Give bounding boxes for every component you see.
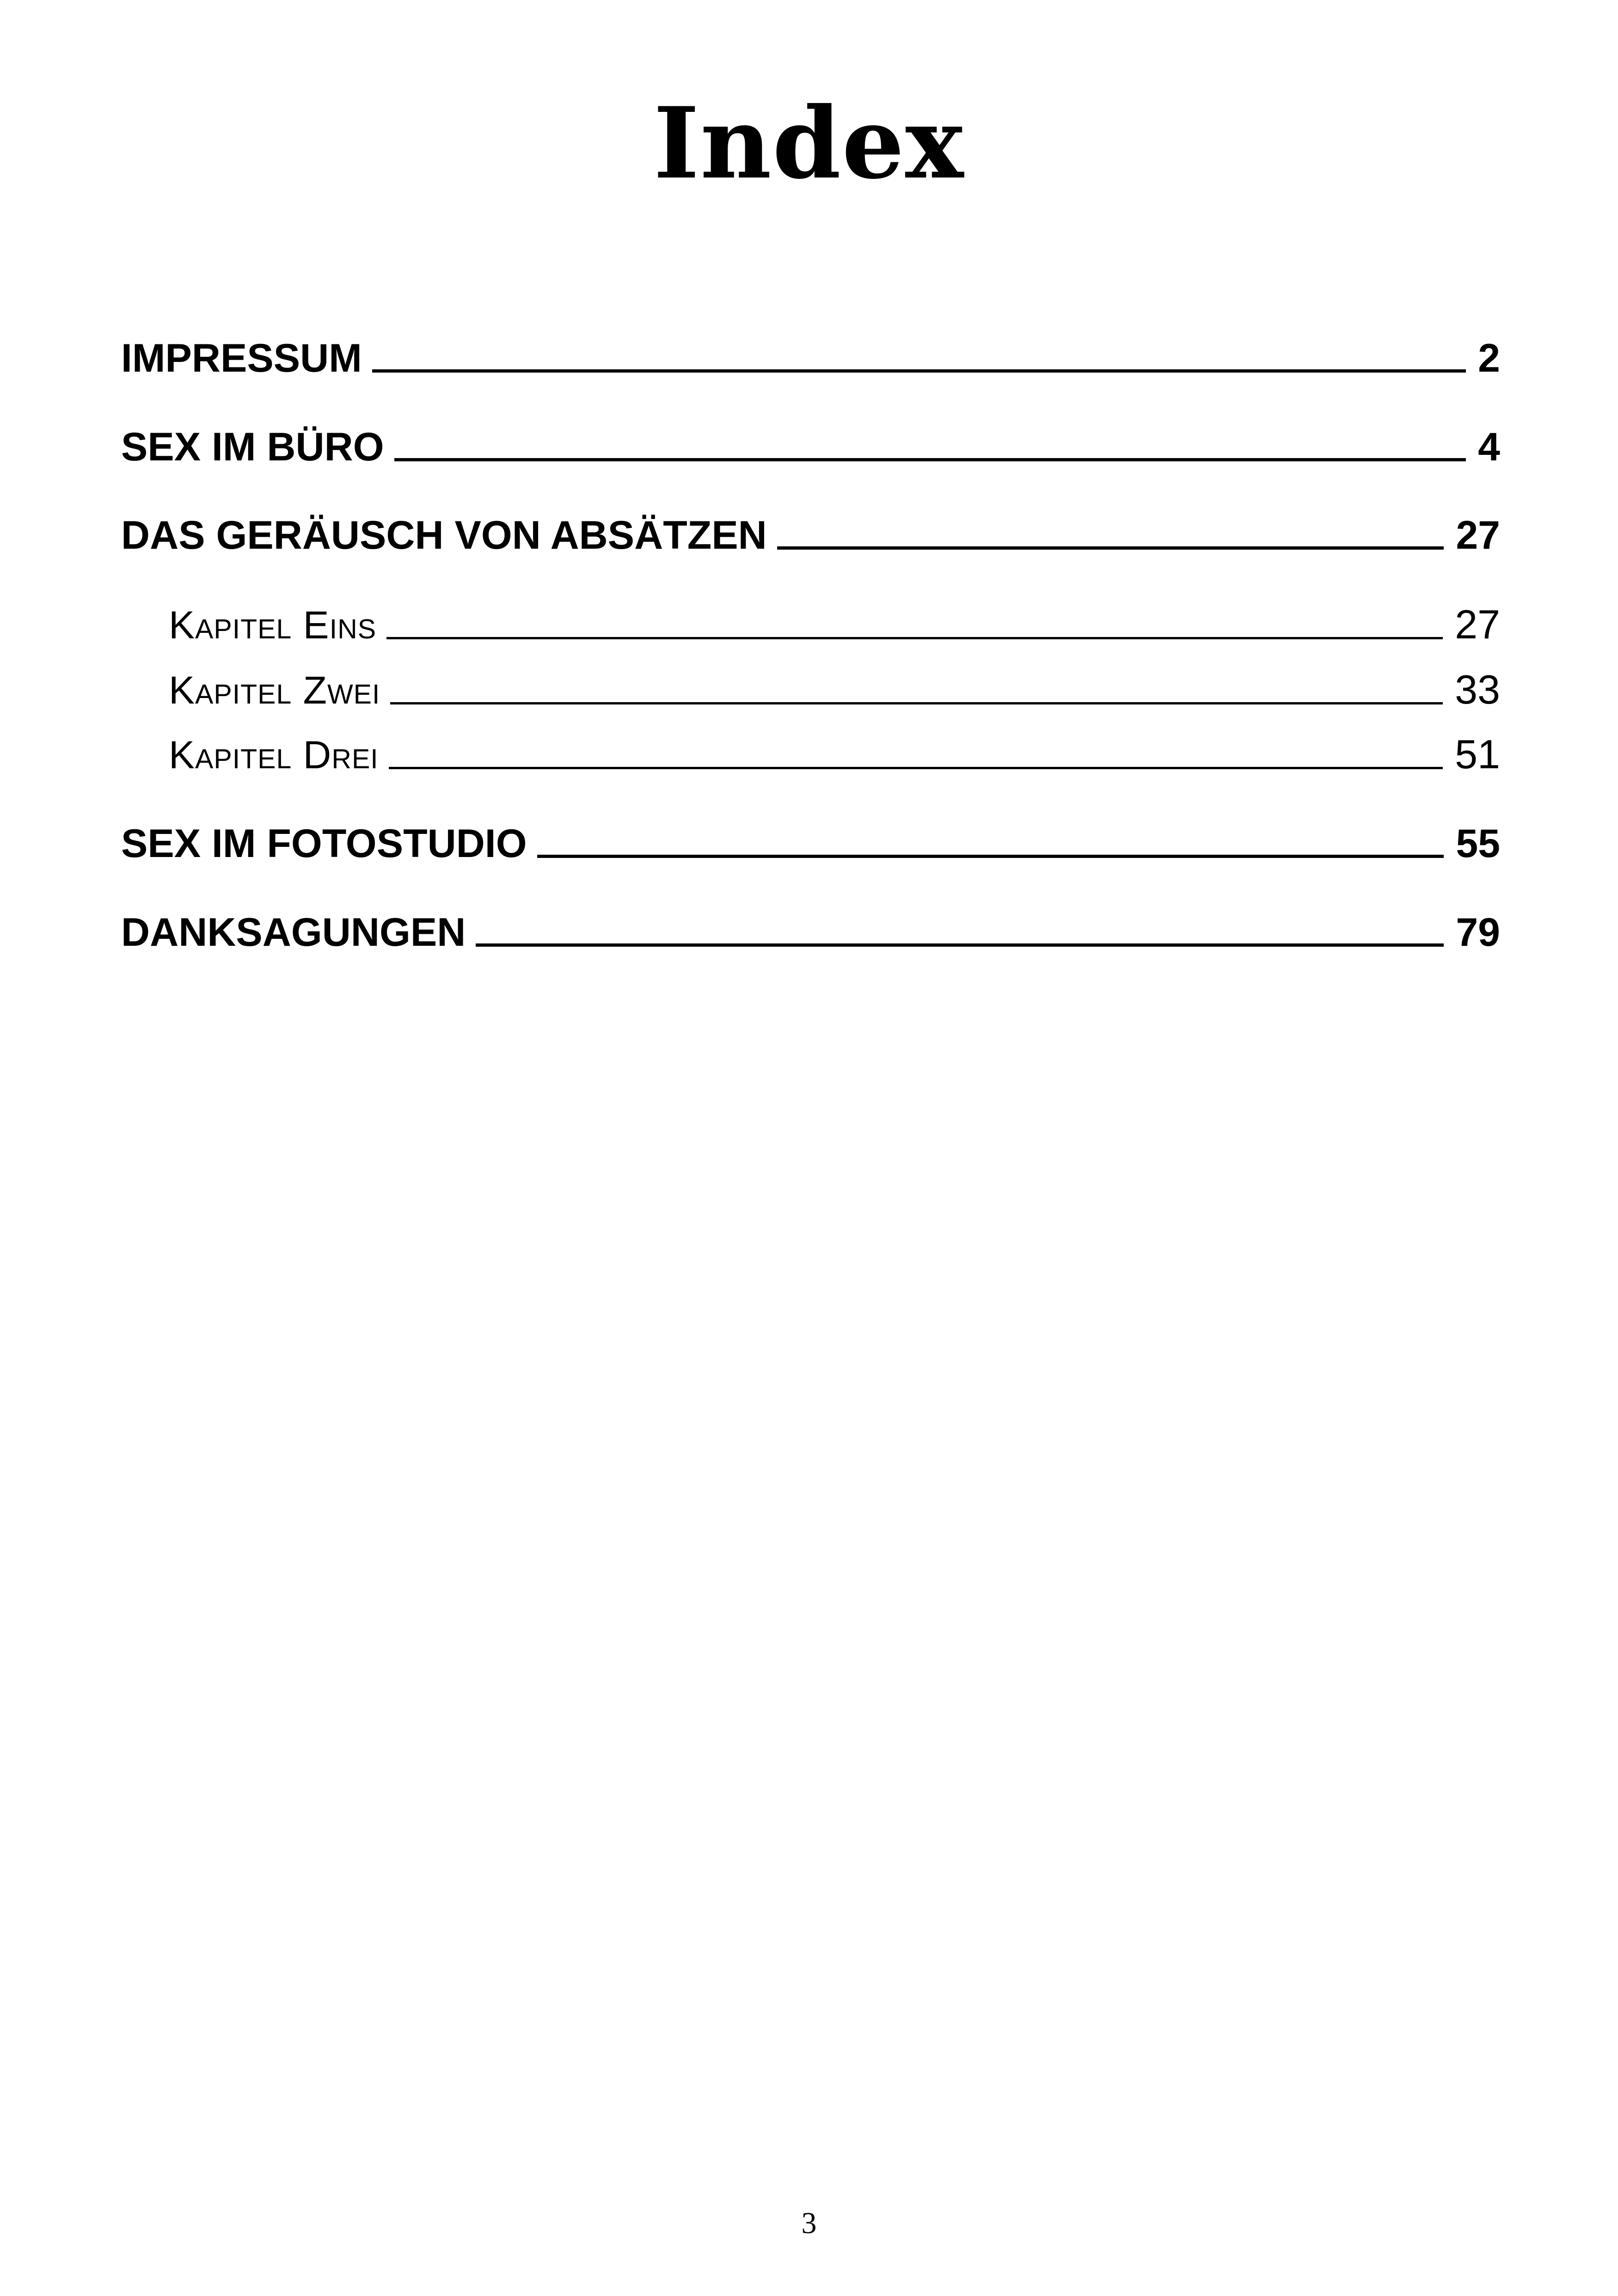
toc-entry-label: DANKSAGUNGEN [121,910,466,955]
toc-leader-line [394,458,1466,461]
toc-leader-line [389,767,1443,769]
toc-entry-das-geraeusch-von-absaetzen[interactable] [121,508,1500,563]
toc-entry-page: 27 [1456,513,1500,557]
toc-entry-sex-im-buero[interactable] [121,419,1500,475]
table-of-contents [121,0,1500,1017]
toc-subentry-label: Kapitel Zwei [169,668,380,712]
toc-entry-page: 4 [1478,425,1500,469]
toc-leader-line [777,546,1444,550]
toc-subentry-kapitel-eins[interactable] [169,597,1500,653]
toc-leader-line [386,637,1443,639]
toc-leader-line [476,943,1444,947]
toc-entry-page: 2 [1478,336,1500,380]
page-title: Index [653,86,965,201]
toc-subentry-kapitel-zwei[interactable] [169,662,1500,718]
page-number: 3 [801,2206,817,2240]
toc-entry-impressum[interactable] [121,331,1500,386]
toc-leader-line [390,702,1443,704]
toc-entry-sex-im-fotostudio[interactable] [121,816,1500,871]
toc-subentry-page: 33 [1455,667,1500,712]
toc-subentry-page: 27 [1455,601,1500,647]
toc-entry-danksagungen[interactable] [121,905,1500,960]
toc-leader-line [537,855,1444,858]
toc-entry-page: 55 [1456,821,1500,866]
toc-entry-label: IMPRESSUM [121,336,362,380]
toc-subentry-label: Kapitel Drei [169,733,379,777]
toc-subentry-kapitel-drei[interactable] [169,727,1500,783]
toc-leader-line [372,369,1466,373]
toc-entry-label: DAS GERÄUSCH VON ABSÄTZEN [121,513,767,557]
toc-subentry-page: 51 [1455,731,1500,777]
toc-entry-label: SEX IM FOTOSTUDIO [121,821,527,866]
toc-entry-page: 79 [1456,910,1500,955]
toc-entry-label: SEX IM BÜRO [121,425,384,469]
toc-subentry-label: Kapitel Eins [169,603,377,647]
